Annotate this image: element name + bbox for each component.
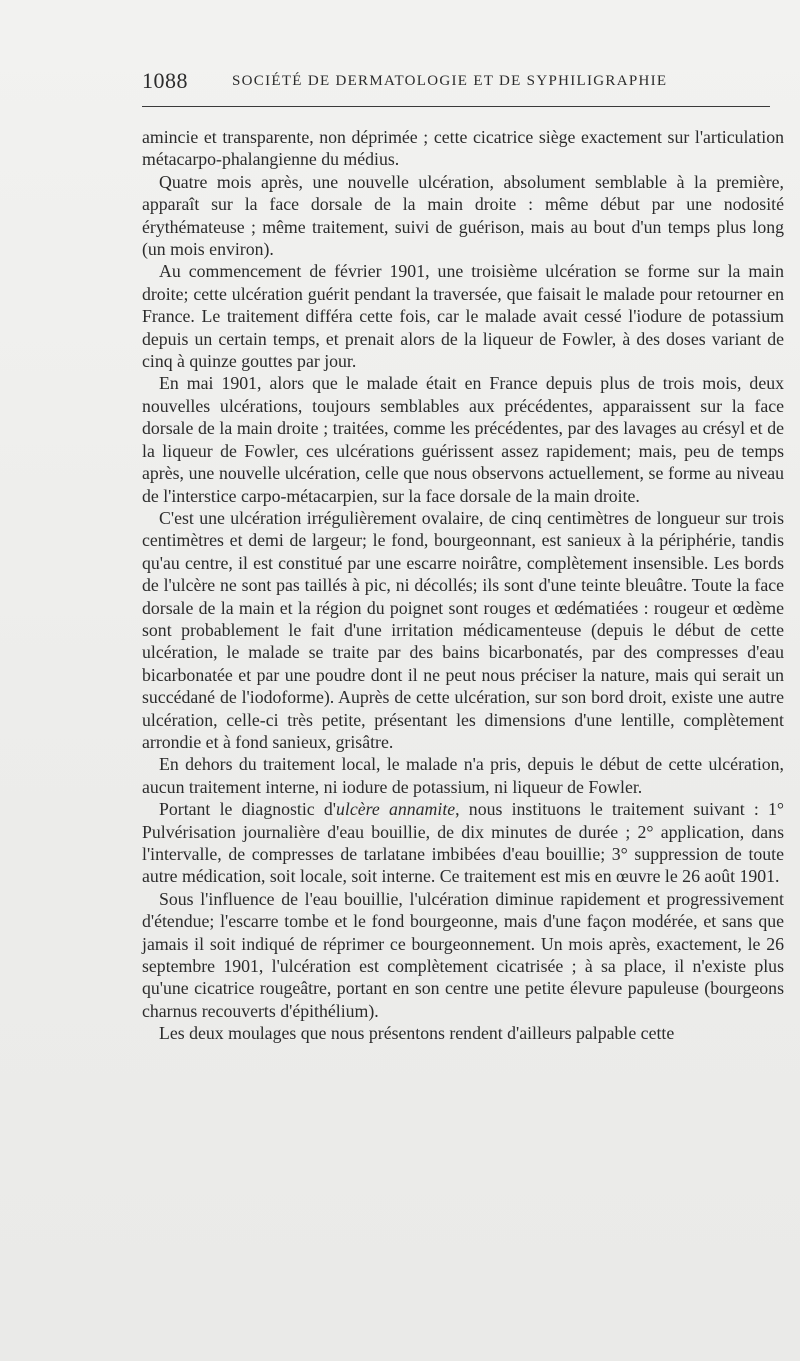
page-header <box>142 68 782 98</box>
running-title: SOCIÉTÉ DE DERMATOLOGIE ET DE SYPHILIGRAPHIE <box>232 73 668 89</box>
page-number: 1088 <box>142 68 188 93</box>
paragraph-7-text-before: Portant le diagnostic d' <box>159 799 336 820</box>
paragraph-6: En dehors du traitement local, le malade n'a pris, depuis le début de cette ulcération, aucun traitement interne, ni iodure de potassium, ni liqueur de Fowler. <box>142 754 784 797</box>
paragraph-3: Au commencement de février 1901, une troisième ulcération se forme sur la main droite; cette ulcération guérit pendant la traversée, que faisait le malade pour retourner en France. Le traitement différa cette fois, car le malade avait cessé l'iodure de potassium depuis un certain temps, et prenait alors de la liqueur de Fowler, à des doses variant de cinq à quinze gouttes par jour. <box>142 261 784 372</box>
header-rule <box>142 106 770 107</box>
paragraph-4: En mai 1901, alors que le malade était en France depuis plus de trois mois, deux nouvelles ulcérations, toujours semblables aux précédentes, apparaissent sur la face dorsale de la main droite ; traitées, comme les précédentes, par des lavages au crésyl et de la liqueur de Fowler, ces ulcérations guérissent assez rapidement; mais, peu de temps après, une nouvelle ulcération, celle que nous observons actuellement, se forme au niveau de l'interstice carpo-métacarpien, sur la face dorsale de la main droite. <box>142 373 784 506</box>
paragraph-5: C'est une ulcération irrégulièrement ovalaire, de cinq centimètres de longueur sur trois centimètres et demi de largeur; le fond, bourgeonnant, est sanieux à la périphérie, tandis qu'au centre, il est constitué par une escarre noirâtre, complètement insensible. Les bords de l'ulcère ne sont pas taillés à pic, ni décollés; ils sont d'une teinte bleuâtre. Toute la face dorsale de la main et la région du poignet sont rouges et œdématiées : rougeur et œdème sont probablement le fait d'une irritation médicamenteuse (depuis le début de cette ulcération, le malade se traite par des bains bicarbonatés, par des compresses d'eau bicarbonatée et par une poudre dont il ne peut nous préciser la nature, mais qui serait un succédané de l'iodoforme). Auprès de cette ulcération, sur son bord droit, existe une autre ulcération, celle-ci très petite, présentant les dimensions d'une lentille, complètement arrondie et à fond sanieux, grisâtre. <box>142 507 784 752</box>
body-text <box>142 126 784 1045</box>
paragraph-8: Sous l'influence de l'eau bouillie, l'ulcération diminue rapidement et progressivement d'étendue; l'escarre tombe et le fond bourgeonne, mais d'une façon modérée, et sans que jamais il soit indiqué de réprimer ce bourgeonnement. Un mois après, exactement, le 26 septembre 1901, l'ulcération est complètement cicatrisée ; à sa place, il n'existe plus qu'une cicatrice rougeâtre, portant en son centre une petite élevure papuleuse (bourgeons charnus recouverts d'épithélium). <box>142 888 784 1021</box>
paragraph-7 <box>142 798 784 888</box>
paragraph-7-italic-term: ulcère annamite <box>336 799 456 820</box>
paragraph-2: Quatre mois après, une nouvelle ulcération, absolument semblable à la première, apparaît sur la face dorsale de la main droite : même début par une nodosité érythémateuse ; même traitement, suivi de guérison, mais au bout d'un temps plus long (un mois environ). <box>142 171 784 260</box>
paragraph-1: amincie et transparente, non déprimée ; cette cicatrice siège exactement sur l'articulation métacarpo-phalangienne du médius. <box>142 127 784 170</box>
paragraph-7-text-after: , nous instituons le traitement suivant : 1° Pulvérisation journalière d'eau bouillie, de dix minutes de durée ; 2° application, dans l'intervalle, de compresses de tarlatane imbibées d'eau bouillie; 3° suppression de toute autre médication, soit locale, soit interne. Ce traitement est mis en œuvre le 26 août 1901. <box>142 799 785 887</box>
paragraph-9: Les deux moulages que nous présentons rendent d'ailleurs palpable cette <box>159 1023 675 1044</box>
